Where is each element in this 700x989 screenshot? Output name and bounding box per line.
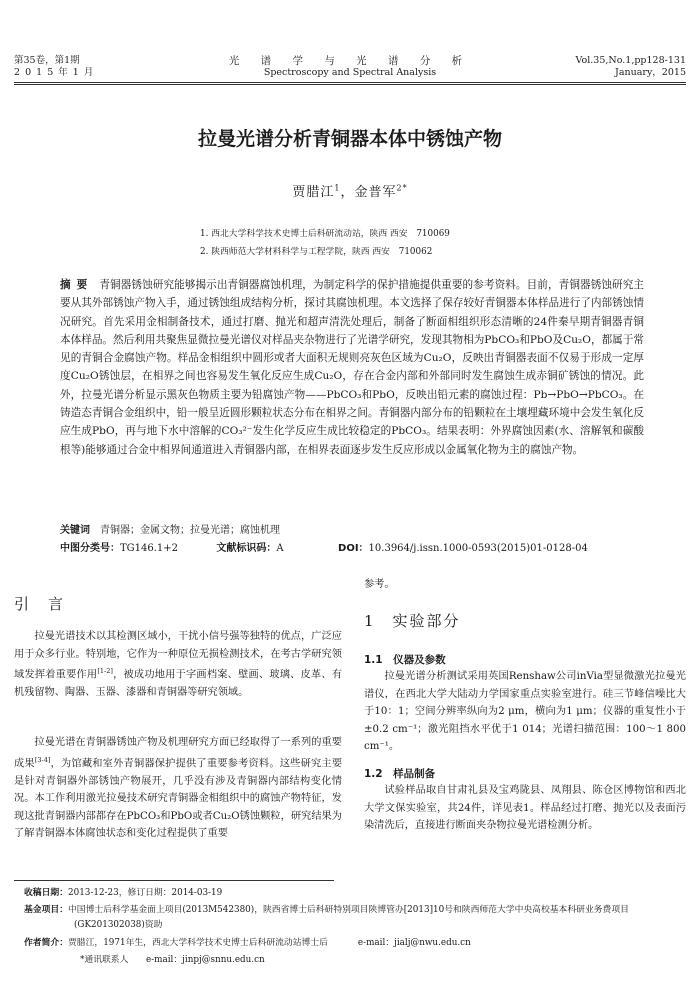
author-email: e-mail：jialj@nwu.edu.cn (357, 938, 471, 948)
footnote-rule (14, 880, 334, 881)
intro-heading: 引 言 (14, 595, 66, 613)
volume-cn: 第35卷，第1期 (14, 55, 80, 66)
header-center (200, 55, 500, 79)
author-2: 金普军 (354, 185, 397, 200)
clc-value: TG146.1+2 (120, 543, 179, 554)
author-bio: 贾腊江，1971年生，西北大学科学技术史博士后科研流动站博士后 (68, 938, 328, 948)
intro-p1-text: 拉曼光谱技术以其检测区域小，干扰小信号强等独特的优点，广泛应用于众多行业。特别地，它作为一种原位无损检测技术，在考古学研究领域发挥着重要作用 (14, 631, 342, 681)
keywords-text: 青铜器；金属文物；拉曼光谱；腐蚀机理 (100, 525, 280, 536)
section-1-2-heading: 1.2 样品制备 (364, 768, 436, 780)
affiliation-1: 1. 西北大学科学技术史博士后科研流动站，陕西 西安 710069 (200, 229, 450, 239)
journal-title-cn: 光 谱 学 与 光 谱 分 析 (228, 55, 472, 67)
intro-p2-text: 拉曼光谱在青铜器锈蚀产物及机理研究方面已经取得了一系列的重要成果 (14, 737, 342, 769)
intro-continuation: 参考。 (364, 579, 395, 590)
volume-en: Vol.35,No.1,pp128-131 (575, 55, 686, 66)
date-en: January，2015 (615, 67, 686, 78)
date-cn: 2 0 1 5 年 1 月 (14, 67, 95, 78)
footnote-corresponding: *通讯联系人 e-mail：jinpj@snnu.edu.cn (80, 955, 265, 965)
paper-title: 拉曼光谱分析青铜器本体中锈蚀产物 (197, 128, 502, 150)
header-rule (14, 82, 686, 83)
header-left (14, 55, 214, 79)
abstract-text: 青铜器锈蚀研究能够揭示出青铜器腐蚀机理，为制定科学的保护措施提供重要的参考资料。目前，青铜器锈蚀研究主要从其外部锈蚀产物入手，通过锈蚀组成结构分析，探讨其腐蚀机理。本文选择了保存较好青铜器本体样品进行了内部锈蚀情况研究。首先采用金相制备技术，通过打磨、抛光和超声清洗处理后，制备了断面相组织形态清晰的24件秦早期青铜器青铜本体样品。然后利用共聚焦显微拉曼光谱仪对样品夹杂物进行了光谱学研究，发现其物相为PbCO₃和PbO及Cu₂O，都属于常见的青铜合金腐蚀产物。样品金相组织中圆形或者大面积无规则亮灰色区域为Cu₂O，反映出青铜器表面不仅易于形成一定厚度Cu₂O锈蚀层，在相界之间也容易发生氧化反应生成Cu₂O，存在合金内部和外部同时发生腐蚀生成赤铜矿锈蚀的情况。此外，拉曼光谱分析显示黑灰色物质主要为铅腐蚀产物——PbCO₃和PbO，反映出铅元素的腐蚀过程：Pb→PbO→PbCO₃。在铸造态青铜合金组织中，铅一般呈近圆形颗粒状态分布在相界之间。青铜器内部分布的铅颗粒在土壤埋藏环境中会发生氧化反应生成PbO，再与地下水中溶解的CO₃²⁻发生化学反应生成比较稳定的PbCO₃。结果表明：外界腐蚀因素(水、溶解氧和碳酸根等)能够通过合金中相界间通道进入青铜器内部，在相界表面逐步发生反应形成以金属氧化物为主的腐蚀产物。 (60, 279, 645, 456)
fund-value: 中国博士后科学基金面上项目(2013M542380)，陕西省博士后科研特别项目陕博管办[2013]10号和陕西师范大学中央高校基本科研业务费项目(GK201302038)资助 (68, 905, 629, 930)
section-1-1-heading: 1.1 仪器及参数 (364, 654, 446, 666)
intro-p1-ref: [1-2] (97, 667, 113, 676)
intro-paragraph-2 (14, 734, 342, 843)
fund-label: 基金项目： (24, 905, 68, 915)
footnote-author (24, 936, 692, 951)
section-1-1-text: 拉曼光谱分析测试采用英国Renshaw公司inVia型显微激光拉曼光谱仪，在西北大学大陆动力学国家重点实验室进行。硅三节峰信噪比大于10：1；空间分辨率纵向为2 μm，横向为1 μm；仪器的重复性小于±0.2 cm⁻¹；激光阻挡水平优于1 014；光谱扫描范围：100～1 800 cm⁻¹。 (364, 671, 686, 753)
received-value: 2013-12-23，修订日期：2014-03-19 (68, 888, 223, 898)
abstract-label: 摘要 (60, 279, 94, 291)
header-right (466, 55, 686, 79)
footnote-fund (24, 903, 692, 932)
intro-p1-end: ，被成功地用于字画档案、壁画、玻璃、皮革、有机残留物、陶器、玉器、漆器和青铜器等研究领域。 (14, 669, 343, 699)
doc-code-label: 文献标识码： (216, 543, 277, 554)
doi-value: 10.3964/j.issn.1000-0593(2015)01-0128-04 (368, 543, 588, 554)
author-1: 贾腊江 (292, 185, 335, 200)
author-bio-label: 作者简介： (24, 938, 68, 948)
authors (0, 181, 700, 200)
footnote-received (24, 886, 692, 901)
section-1-heading: 1 实验部分 (364, 612, 461, 630)
section-1-2-text: 试验样品取自甘肃礼县及宝鸡陇县、凤翔县、陈仓区博物馆和西北大学文保实验室，共24件，详见表1。样品经过打磨、抛光以及表面污染清洗后，直接进行断面夹杂物拉曼光谱检测分析。 (364, 785, 686, 832)
journal-title-en: Spectroscopy and Spectral Analysis (263, 67, 437, 78)
affiliation-2: 2. 陕西师范大学材料科学与工程学院，陕西 西安 710062 (200, 247, 433, 257)
author-1-sup: 1 (334, 183, 341, 193)
classification (60, 539, 660, 554)
intro-paragraph-1 (14, 628, 342, 702)
author-separator: ， (340, 185, 355, 200)
intro-p2-ref: [3-4] (34, 755, 51, 764)
abstract (60, 276, 644, 459)
keywords-label: 关键词 (60, 525, 90, 536)
author-2-sup: 2* (396, 183, 408, 193)
header-rule-thin (14, 84, 686, 85)
clc-label: 中图分类号： (60, 543, 120, 554)
intro-p2-end: ，为馆藏和室外青铜器保护提供了重要参考资料。这些研究主要是针对青铜器外部锈蚀产物展开，几乎没有涉及青铜器内部结构变化情况。本工作利用激光拉曼技术研究青铜器金相组织中的腐蚀产物特征，发现这批青铜器内部都存在PbCO₃和PbO或者Cu₂O锈蚀颗粒，研究结果为了解青铜器本体腐蚀状态和变化过程提供了重要 (14, 757, 343, 840)
doi-label: DOI： (338, 543, 369, 554)
keywords (60, 521, 660, 536)
doc-code-value: A (276, 543, 284, 554)
received-label: 收稿日期： (24, 888, 68, 898)
